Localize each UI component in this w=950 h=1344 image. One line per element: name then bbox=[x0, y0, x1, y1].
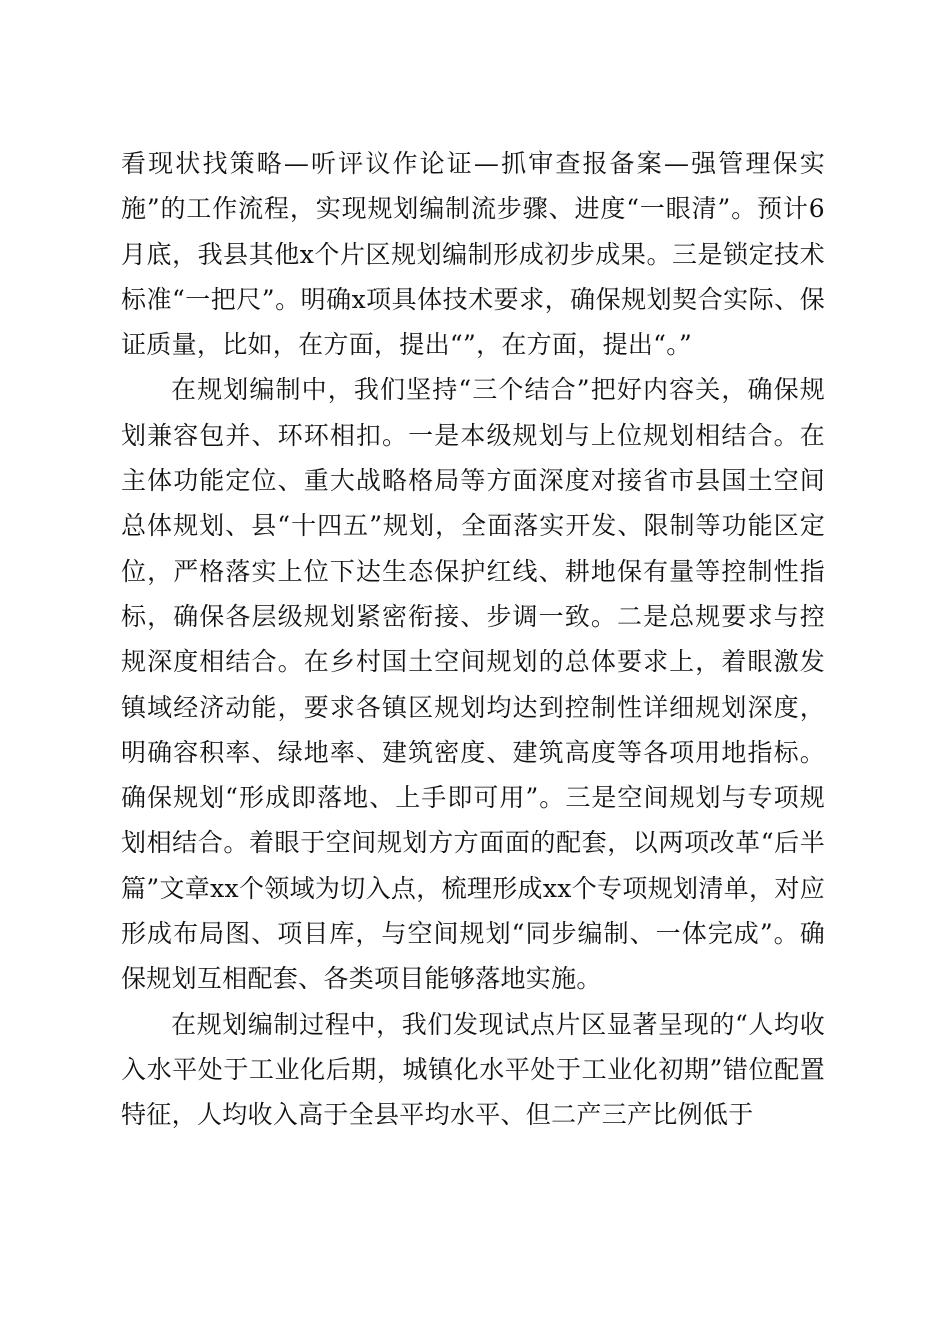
paragraph-three-combinations: 在规划编制中，我们坚持“三个结合”把好内容关，确保规划兼容包并、环环相扣。一是本级规划与上位规划相结合。在主体功能定位、重大战略格局等方面深度对接省市县国土空间总体规划、县“十四五”规划，全面落实开发、限制等功能区定位，严格落实上位下达生态保护红线、耕地保有量等控制性指标，确保各层级规划紧密衔接、步调一致。二是总规要求与控规深度相结合。在乡村国土空间规划的总体要求上，着眼激发镇域经济动能，要求各镇区规划均达到控制性详细规划深度，明确容积率、绿地率、建筑密度、建筑高度等各项用地指标。确保规划“形成即落地、上手即可用”。三是空间规划与专项规划相结合。着眼于空间规划方方面面的配套，以两项改革“后半篇”文章xx个领域为切入点，梳理形成xx个专项规划清单，对应形成布局图、项目库，与空间规划“同步编制、一体完成”。确保规划互相配套、各类项目能够落地实施。 bbox=[121, 375, 825, 994]
paragraph-mismatch: 在规划编制过程中，我们发现试点片区显著呈现的“人均收入水平处于工业化后期，城镇化水平处于工业化初期”错位配置特征，人均收入高于全县平均水平、但二产三产比例低于 bbox=[121, 1009, 825, 1130]
paragraph-continuation: 看现状找策略—听评议作论证—抓审查报备案—强管理保实施”的工作流程，实现规划编制流步骤、进度“一眼清”。预计6月底，我县其他x个片区规划编制形成初步成果。三是锁定技术标准“一把尺”。明确x项具体技术要求，确保规划契合实际、保证质量，比如，在方面，提出“”，在方面，提出“。” bbox=[121, 149, 825, 360]
document-body bbox=[121, 141, 825, 1138]
